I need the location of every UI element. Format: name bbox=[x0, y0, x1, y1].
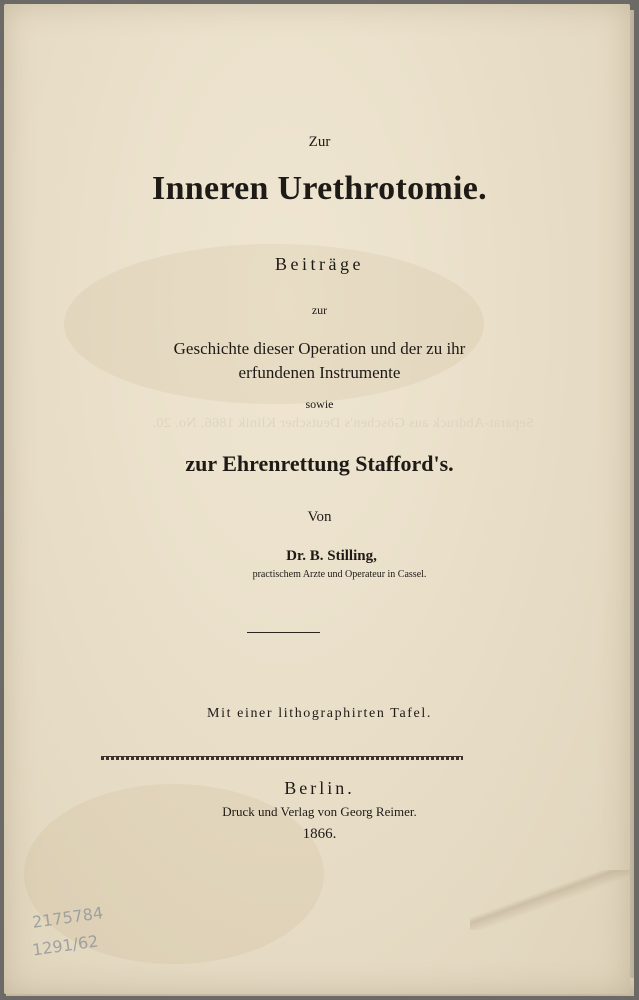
description-line-2: erfundenen Instrumente bbox=[238, 363, 401, 382]
conjunction-text: sowie bbox=[305, 397, 334, 411]
author-affiliation: practischem Arzte und Operateur in Cassel. bbox=[252, 569, 427, 580]
subtitle: Beiträge bbox=[275, 254, 364, 274]
bleed-through-text: Separat-Abdruck aus Göschen's Deutscher Klinik 1866. No. 20. bbox=[152, 416, 534, 431]
divider-ornamental bbox=[101, 756, 463, 760]
paper-sheet bbox=[4, 4, 630, 994]
heading-small: Zur bbox=[308, 134, 331, 150]
imprint-city: Berlin. bbox=[284, 778, 355, 798]
pencil-note: 1291/62 bbox=[31, 931, 100, 960]
imprint-year: 1866. bbox=[302, 826, 337, 842]
by-line: Von bbox=[307, 509, 332, 525]
pencil-note: 2175784 bbox=[31, 903, 105, 932]
author-name: Dr. B. Stilling, bbox=[286, 548, 377, 564]
connector-text: zur bbox=[311, 303, 328, 317]
illustration-note: Mit einer lithographirten Tafel. bbox=[207, 706, 432, 721]
imprint-publisher: Druck und Verlag von Georg Reimer. bbox=[222, 804, 417, 819]
torn-corner bbox=[470, 870, 630, 930]
page-title: Inneren Urethrotomie. bbox=[152, 170, 487, 207]
divider-short bbox=[247, 632, 320, 633]
description-line-1: Geschichte dieser Operation und der zu ihr bbox=[173, 339, 466, 358]
secondary-title: zur Ehrenrettung Stafford's. bbox=[185, 451, 454, 476]
